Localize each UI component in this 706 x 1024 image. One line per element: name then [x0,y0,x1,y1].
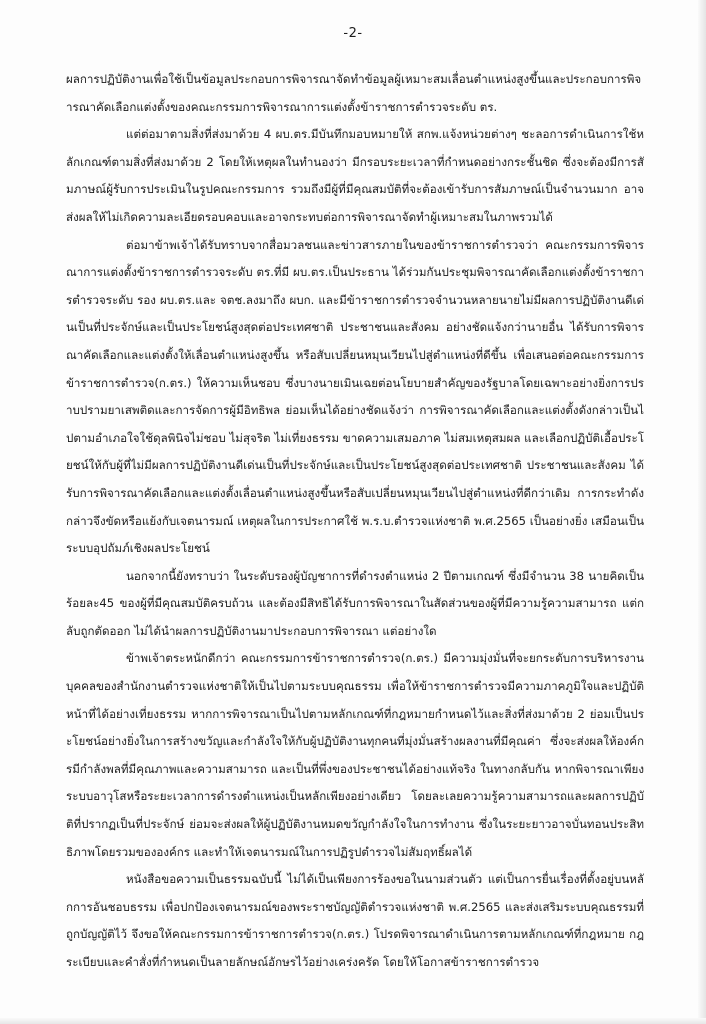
paragraph-merit-system: ข้าพเจ้าตระหนักดีกว่า คณะกรรมการข้าราชการตำรวจ(ก.ตร.) มีความมุ่งมั่นที่จะยกระดับการบริหารงานบุคคลของสำนักงานตำรวจแห่งชาติให้เป็นไปตามระบบคุณธรรม เพื่อให้ข้าราชการตำรวจมีความภาคภูมิใจและปฏิบัติหน้าที่ได้อย่างเที่ยงธรรม หากการพิจารณาเป็นไปตามหลักเกณฑ์ที่กฎหมายกำหนดไว้และสิ่งที่ส่งมาด้วย 2 ย่อมเป็นประโยชน์อย่างยิ่งในการสร้างขวัญและกำลังใจให้กับผู้ปฏิบัติงานทุกคนที่มุ่งมั่นสร้างผลงานที่มีคุณค่า ซึ่งจะส่งผลให้องค์กรมีกำลังพลที่มีคุณภาพและความสามารถ และเป็นที่พึ่งของประชาชนได้อย่างแท้จริง ในทางกลับกัน หากพิจารณาเพียงระบบอาวุโสหรือระยะเวลาการดำรงตำแหน่งเป็นหลักเพียงอย่างเดียว โดยละเลยความรู้ความสามารถและผลการปฏิบัติที่ปรากฏเป็นที่ประจักษ์ ย่อมจะส่งผลให้ผู้ปฏิบัติงานหมดขวัญกำลังใจในการทำงาน ซึ่งในระยะยาวอาจบั่นทอนประสิทธิภาพโดยรวมขององค์กร และทำให้เจตนารมณ์ในการปฏิรูปตำรวจไม่สัมฤทธิ์ผลได้ [66,651,644,859]
page-edge-right [698,0,706,1024]
paragraph-continuation: ผลการปฏิบัติงานเพื่อใช้เป็นข้อมูลประกอบการพิจารณาจัดทำข้อมูลผู้เหมาะสมเลื่อนตำแหน่งสูงขึ้นและประกอบการพิจารณาคัดเลือกแต่งตั้งของคณะกรรมการพิจารณาการแต่งตั้งข้าราชการตำรวจระดับ ตร. [66,72,642,114]
paragraph-request: หนังสือขอความเป็นธรรมฉบับนี้ ไม่ได้เป็นเพียงการร้องขอในนามส่วนตัว แต่เป็นการยื่นเรื่องที่ตั้งอยู่บนหลักการอันชอบธรรม เพื่อปกป้องเจตนารมณ์ของพระราชบัญญัติตำรวจแห่งชาติ พ.ศ.2565 และส่งเสริมระบบคุณธรรมที่ถูกบัญญัติไว้ จึงขอให้คณะกรรมการข้าราชการตำรวจ(ก.ตร.) โปรดพิจารณาดำเนินการตามหลักเกณฑ์ที่กฎหมาย กฎ ระเบียบและคำสั่งที่กำหนดเป็นลายลักษณ์อักษรไว้อย่างเคร่งครัด โดยให้โอกาสข้าราชการตำรวจ [66,872,644,969]
document-body [66,66,644,977]
paragraph-committee-appointments: ต่อมาข้าพเจ้าได้รับทราบจากสื่อมวลชนและข่าวสารภายในของข้าราชการตำรวจว่า คณะกรรมการพิจารณาการแต่งตั้งข้าราชการตำรวจระดับ ตร.ที่มี ผบ.ตร.เป็นประธาน ได้ร่วมกันประชุมพิจารณาคัดเลือกแต่งตั้งข้าราชการตำรวจระดับ รอง ผบ.ตร.และ จตช.ลงมาถึง ผบก. และมีข้าราชการตำรวจจำนวนหลายนายไม่มีผลการปฏิบัติงานดีเด่นเป็นที่ประจักษ์และเป็นประโยชน์สูงสุดต่อประเทศชาติ ประชาชนและสังคม อย่างชัดแจ้งกว่านายอื่น ได้รับการพิจารณาคัดเลือกและแต่งตั้งให้เลื่อนตำแหน่งสูงขึ้น หรือสับเปลี่ยนหมุนเวียนไปสู่ตำแหน่งที่ดีขึ้น เพื่อเสนอต่อคณะกรรมการข้าราชการตำรวจ(ก.ตร.) ให้ความเห็นชอบ ซึ่งบางนายเมินเฉยต่อนโยบายสำคัญของรัฐบาลโดยเฉพาะอย่างยิ่งการปราบปรามยาเสพติดและการจัดการผู้มีอิทธิพล ย่อมเห็นได้อย่างชัดแจ้งว่า การพิจารณาคัดเลือกและแต่งตั้งดังกล่าวเป็นไปตามอำเภอใจใช้ดุลพินิจไม่ชอบ ไม่สุจริต ไม่เที่ยงธรรม ขาดความเสมอภาค ไม่สมเหตุสมผล และเลือกปฏิบัติเอื้อประโยชน์ให้กับผู้ที่ไม่มีผลการปฏิบัติงานดีเด่นเป็นที่ประจักษ์และเป็นประโยชน์สูงสุดต่อประเทศชาติ ประชาชนและสังคม ได้รับการพิจารณาคัดเลือกและแต่งตั้งเลื่อนตำแหน่งสูงขึ้นหรือสับเปลี่ยนหมุนเวียนไปสู่ตำแหน่งที่ดีกว่าเดิม การกระทำดังกล่าวจึงขัดหรือแย้งกับเจตนารมณ์ เหตุผลในการประกาศใช้ พ.ร.บ.ตำรวจแห่งชาติ พ.ศ.2565 เป็นอย่างยิ่ง เสมือนเป็นระบบอุปถัมภ์เชิงผลประโยชน์ [66,237,644,556]
paragraph-postponement: แต่ต่อมาตามสิ่งที่ส่งมาด้วย 4 ผบ.ตร.มีบันทึกมอบหมายให้ สกพ.แจ้งหน่วยต่างๆ ชะลอการดำเนินการใช้หลักเกณฑ์ตามสิ่งที่ส่งมาด้วย 2 โดยให้เหตุผลในทำนองว่า มีกรอบระยะเวลาที่กำหนดอย่างกระชั้นชิด ซึ่งจะต้องมีการสัมภาษณ์ผู้รับการประเมินในรูปคณะกรรมการ รวมถึงมีผู้ที่มีคุณสมบัติที่จะต้องเข้ารับการสัมภาษณ์เป็นจำนวนมาก อาจส่งผลให้ไม่เกิดความละเอียดรอบคอบและอาจกระทบต่อการพิจารณาจัดทำผู้เหมาะสมในภาพรวมได้ [66,127,644,224]
paragraph-deputy-commissioners: นอกจากนี้ยังทราบว่า ในระดับรองผู้บัญชาการที่ดำรงตำแหน่ง 2 ปีตามเกณฑ์ ซึ่งมีจำนวน 38 นายคิดเป็นร้อยละ45 ของผู้ที่มีคุณสมบัติครบถ้วน และต้องมีสิทธิได้รับการพิจารณาในสัดส่วนของผู้ที่มีความรู้ความสามารถ แต่กลับถูกตัดออก ไม่ได้นำผลการปฏิบัติงานมาประกอบการพิจารณา แต่อย่างใด [66,568,644,638]
page-number: -2- [343,26,363,41]
page-edge-bottom [0,1018,706,1024]
